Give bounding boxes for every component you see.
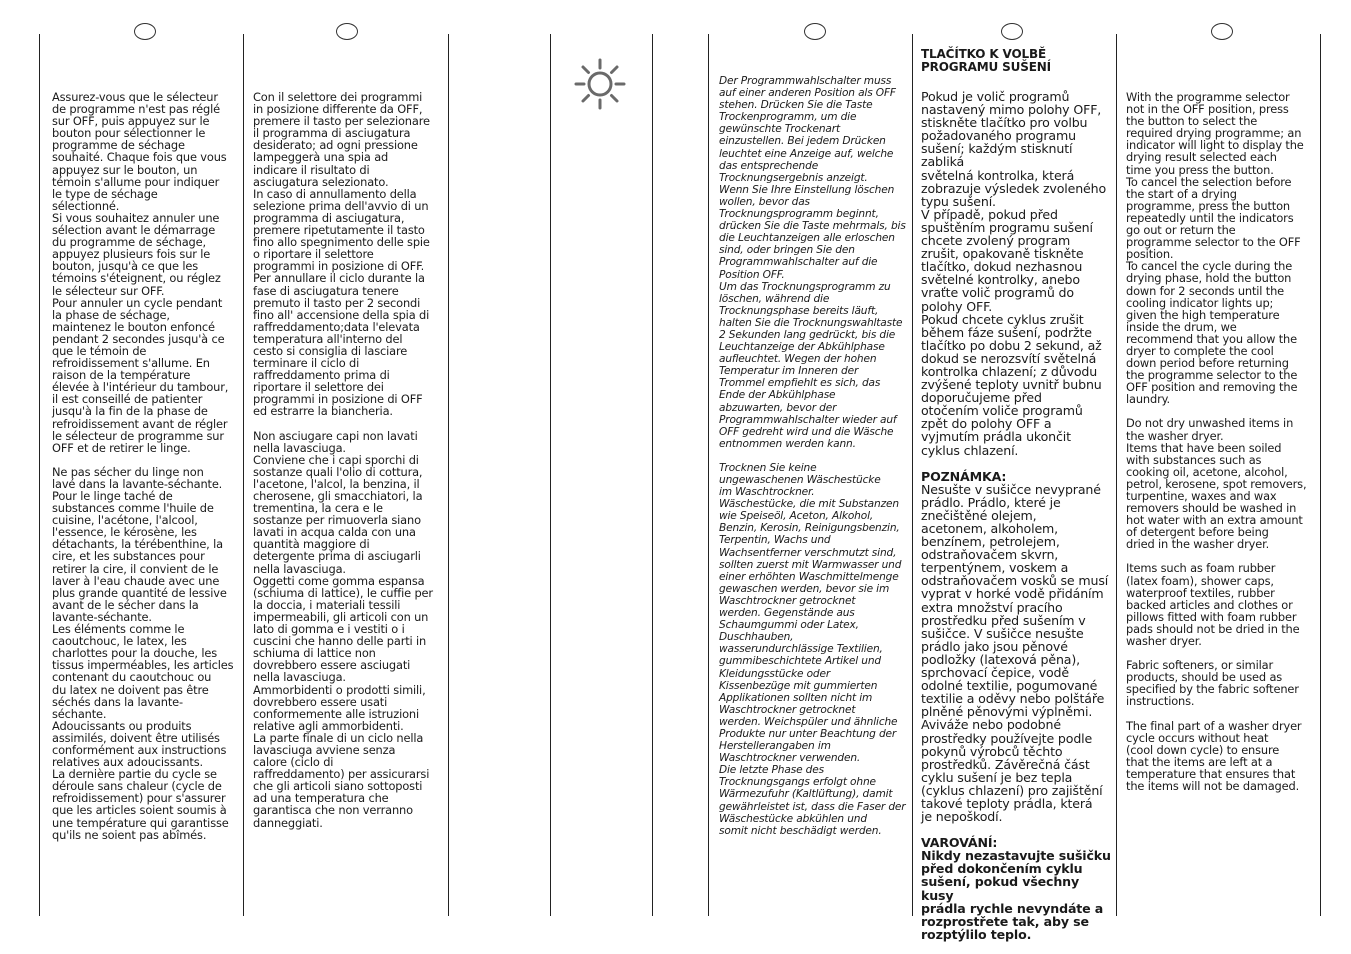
czech-heading: TLAČÍTKO K VOLBĚ PROGRAMU SUŠENÍ	[921, 47, 1051, 74]
german-column	[719, 75, 909, 849]
column-divider	[652, 34, 653, 916]
german-paragraph: Trocknen Sie keine ungewaschenen Wäschestücke im Waschtrockner. Wäschestücke, die mit Substanzen wie Speiseöl, Aceton, Alkohol, Benzin, Kerosin, Reinigungsbenzin, Terpentin, Wachs und Wachsentferner verschmutzt sind, sollten zuerst mit Warmwasser und einer erhöhten Waschmittelmenge gewaschen werden, bevor sie im Waschtrockner getrocknet werden. Gegenstände aus Schaumgummi oder Latex, Duschhauben, wasserundurchlässige Textilien, gummibeschichtete Artikel und Kleidungsstücke oder Kissenbezüge mit gummierten Applikationen sollten nicht im Waschtrockner getrocknet werden. Weichspüler und ähnliche Produkte nur unter Beachtung der Herstellerangaben im Waschtrockner verwenden. Die letzte Phase des Trocknungsgangs erfolgt ohne Wärmezufuhr (Kaltlüftung), damit gewährleistet ist, dass die Faser der Wäschestücke abkühlen und somit nicht beschädigt werden.	[719, 461, 906, 837]
english-column	[1126, 91, 1318, 804]
french-paragraph: Assurez-vous que le sélecteur de programme n'est pas réglé sur OFF, puis appuyez sur le bouton pour sélectionner le programme de séchage souhaité. Chaque fois que vous appuyez sur le bouton, un témoin s'allume pour indiquer le type de séchage sélectionné. Si vous souhaitez annuler une sélection avant le démarrage du programme de séchage, appuyez plusieurs fois sur le bouton, jusqu'à ce que les témoins s'éteignent, ou réglez le sélecteur sur OFF. Pour annuler un cycle pendant la phase de séchage, maintenez le bouton enfoncé pendant 2 secondes jusqu'à ce que le témoin de refroidissement s'allume. En raison de la température élevée à l'intérieur du tambour, il est conseillé de patienter jusqu'à la fin de la phase de refroidissement avant de régler le sélecteur de programme sur OFF et de retirer le linge.	[52, 90, 229, 455]
circle-marker	[1001, 23, 1023, 40]
italian-column	[253, 91, 443, 841]
circle-marker	[134, 23, 156, 40]
circle-marker	[804, 23, 826, 40]
german-paragraph: Der Programmwahlschalter muss auf einer anderen Position als OFF stehen. Drücken Sie die Taste Trockenprogramm, um die gewünschte Trockenart einzustellen. Bei jedem Drücken leuchtet eine Anzeige auf, welche das entsprechende Trocknungsergebnis anzeigt. Wenn Sie Ihre Einstellung löschen wollen, bevor das Trocknungsprogramm beginnt, drücken Sie die Taste mehrmals, bis die Leuchtanzeigen alle erloschen sind, oder bringen Sie den Programmwahlschalter auf die Position OFF. Um das Trocknungsprogramm zu löschen, während die Trocknungsphase bereits läuft, halten Sie die Trocknungswahltaste 2 Sekunden lang gedrückt, bis die Leuchtanzeige der Abkühlphase aufleuchtet. Wegen der hohen Temperatur im Inneren der Trommel empfiehlt es sich, das Ende der Abkühlphase abzuwarten, bevor der Programmwahlschalter wieder auf OFF gedreht wird und die Wäsche entnommen werden kann.	[719, 75, 906, 450]
column-divider	[550, 34, 551, 916]
french-column	[52, 91, 238, 853]
czech-warning-title: VAROVÁNÍ:	[921, 835, 998, 851]
english-paragraph: The final part of a washer dryer cycle occurs without heat (cool down cycle) to ensure that the items are left at a temperature that ensures that the items will not be damaged.	[1126, 718, 1302, 793]
sun-icon	[574, 58, 626, 110]
english-paragraph: Do not dry unwashed items in the washer dryer. Items that have been soiled with substances such as cooking oil, acetone, alcohol, petrol, kerosene, spot removers, turpentine, waxes and wax removers should be washed in hot water with an extra amount of detergent before being dried in the washer dryer.	[1126, 416, 1307, 552]
english-paragraph: With the programme selector not in the OFF position, press the button to select the required drying programme; an indicator will light to display the drying result selected each time you press the button. To cancel the selection before the start of a drying programme, press the button repeatedly until the indicators go out or return the programme selector to the OFF position. To cancel the cycle during the drying phase, hold the button down for 2 seconds until the cooling indicator lights up; given the high temperature inside the drum, we recommend that you allow the dryer to complete the cool down period before returning the programme selector to the OFF position and removing the laundry.	[1126, 90, 1304, 407]
column-divider	[1116, 34, 1117, 916]
czech-paragraph: Pokud je volič programů nastavený mimo polohy OFF, stiskněte tlačítko pro volbu požadovaného programu sušení; každým stisknutí zabliká světelná kontrolka, která zobrazuje výsledek zvoleného typu sušení. V případě, pokud před spuštěním programu sušení chcete zvolený program zrušit, opakovaně tiskněte tlačítko, dokud nezhasnou světelné kontrolky, anebo vraťte volič programů do polohy OFF. Pokud chcete cyklus zrušit během fáze sušení, podržte tlačítko po dobu 2 sekund, až dokud se nerozsvítí světelná kontrolka chlazení; z důvodu zvýšené teploty uvnitř bubnu doporučujeme před otočením voliče programů zpět do polohy OFF a vyjmutím prádla ukončit cyklus chlazení.	[921, 89, 1107, 458]
column-divider	[1320, 34, 1321, 916]
circle-marker	[1211, 23, 1233, 40]
italian-paragraph: Non asciugare capi non lavati nella lavasciuga. Conviene che i capi sporchi di sostanze quali l'olio di cottura, l'acetone, l'alcol, la benzina, il cherosene, gli smacchiatori, la trementina, la cera e le sostanze per rimuoverla siano lavati in acqua calda con una quantità maggiore di detergente prima di asciugarli nella lavasciuga. Oggetti come gomma espansa (schiuma di lattice), le cuffie per la doccia, i materiali tessili impermeabili, gli articoli con un lato di gomma e i vestiti o i cuscini che hanno delle parti in schiuma di lattice non dovrebbero essere asciugati nella lavasciuga. Ammorbidenti o prodotti simili, dovrebbero essere usati conformemente alle istruzioni relative agli ammorbidenti. La parte finale di un ciclo nella lavasciuga avviene senza calore (ciclo di raffreddamento) per assicurarsi che gli articoli siano sottoposti ad una temperatura che garantisca che non verranno danneggiati.	[253, 428, 433, 830]
english-paragraph: Fabric softeners, or similar products, should be used as specified by the fabric softener instructions.	[1126, 658, 1299, 709]
english-paragraph: Items such as foam rubber (latex foam), shower caps, waterproof textiles, rubber backed articles and clothes or pillows fitted with foam rubber pads should not be dried in the washer dryer.	[1126, 561, 1300, 649]
italian-paragraph: Con il selettore dei programmi in posizione differente da OFF, premere il tasto per selezionare il programma di asciugatura desiderato; ad ogni pressione lampeggerà una spia ad indicare il risultato di asciugatura selezionato. In caso di annullamento della selezione prima dell'avvio di un programma di asciugatura, premere ripetutamente il tasto fino allo spegnimento delle spie o riportare il selettore programmi in posizione di OFF. Per annullare il ciclo durante la fase di asciugatura tenere premuto il tasto per 2 secondi fino all' accensione della spia di raffreddamento;data l'elevata temperatura all'interno del cesto si consiglia di lasciare terminare il ciclo di raffreddamento prima di riportare il selettore dei programmi in posizione di OFF ed estrarre la biancheria.	[253, 90, 430, 419]
czech-column	[921, 48, 1113, 941]
czech-warning-text: Nikdy nezastavujte sušičku před dokončením cyklu sušení, pokud všechny kusy prádla rychle nevyndáte a rozprostřete tak, aby se rozptýlilo teplo.	[921, 848, 1111, 942]
column-divider	[912, 34, 913, 916]
circle-marker	[336, 23, 358, 40]
column-divider	[39, 34, 40, 916]
czech-note-title: POZNÁMKA:	[921, 468, 1007, 484]
column-divider	[448, 34, 449, 916]
column-divider	[243, 34, 244, 916]
french-paragraph: Ne pas sécher du linge non lavé dans la lavante-séchante. Pour le linge taché de substances comme l'huile de cuisine, l'acétone, l'alcool, l'essence, le kérosène, les détachants, la térébenthine, la cire, et les substances pour retirer la cire, il convient de le laver à l'eau chaude avec une plus grande quantité de lessive avant de le sécher dans la lavante-séchante. Les éléments comme le caoutchouc, le latex, les charlottes pour la douche, les tissus imperméables, les articles contenant du caoutchouc ou du latex ne doivent pas être séchés dans la lavante- séchante. Adoucissants ou produits assimilés, doivent être utilisés conformément aux instructions relatives aux adoucissants. La dernière partie du cycle se déroule sans chaleur (cycle de refroidissement) pour s'assurer que les articles soient soumis à une température qui garantisse qu'ils ne soient pas abîmés.	[52, 464, 234, 842]
column-divider	[708, 34, 709, 916]
czech-note-text: Nesušte v sušičce nevyprané prádlo. Prádlo, které je znečištěné olejem, acetonem, alkoholem, benzínem, petrolejem, odstraňovačem skvrn, terpentýnem, voskem a odstraňovačem vosků se musí vyprat v horké vodě přidáním extra množství pracího prostředku před sušením v sušičce. V sušičce nesušte prádlo jako jsou pěnové podložky (latexová pěna), sprchovací čepice, vodě odolné textilie, pogumované textilie a oděvy nebo polštáře plněné pěnovými výplněmi. Aviváže nebo podobné prostředky používejte podle pokynů výrobců těchto prostředků. Závěrečná část cyklu sušení je bez tepla (cyklus chlazení) pro zajištění takové teploty prádla, která je nepoškodí.	[921, 481, 1109, 825]
